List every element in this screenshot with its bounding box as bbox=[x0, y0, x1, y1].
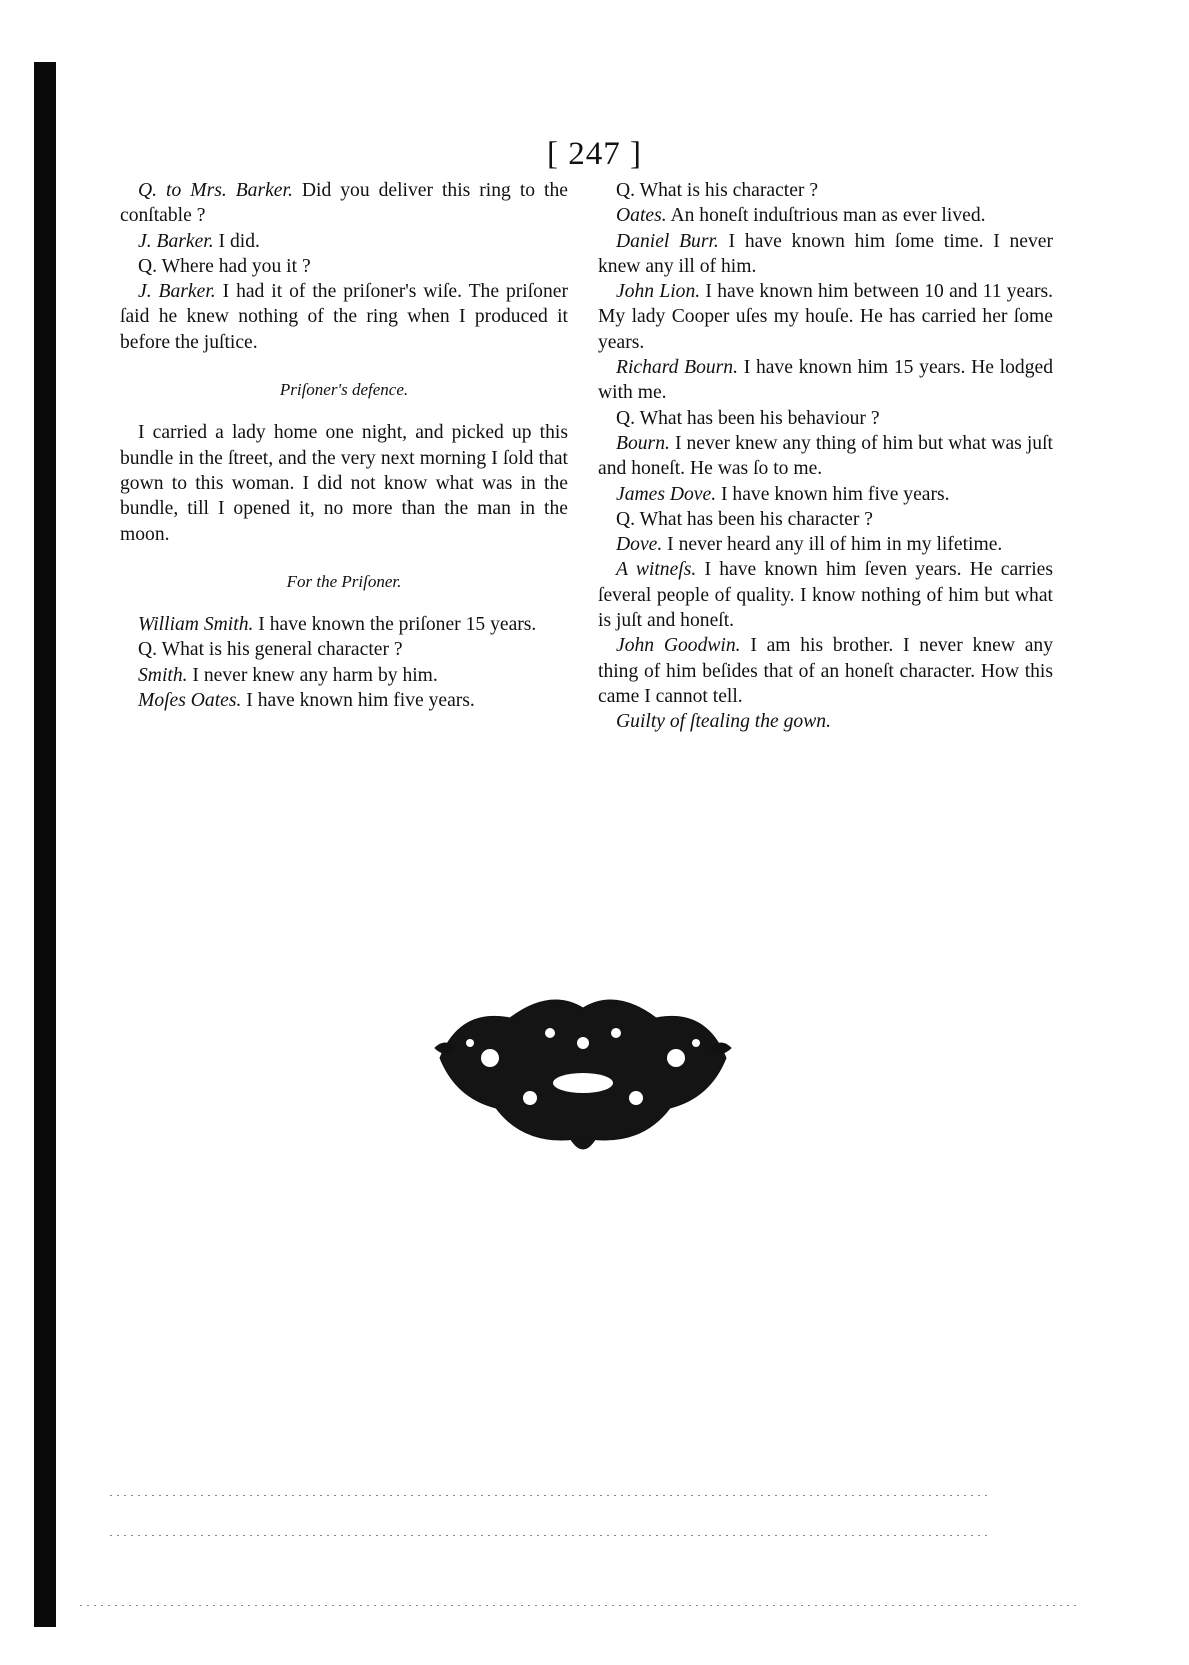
paragraph: John Goodwin. I am his brother. I never knew any thing of him beſides that of an honeſt character. How this came I cannot tell. bbox=[598, 635, 1053, 707]
paragraph: William Smith. I have known the priſoner 15 years. bbox=[138, 614, 537, 636]
floral-tailpiece-ornament-icon bbox=[430, 988, 736, 1160]
paragraph-defence: I carried a lady home one night, and picked up this bundle in the ſtreet, and the very next morning I ſold that gown to this woman. I did not know what was in the bundle, till I opened it, no more than the man in the moon. bbox=[120, 422, 568, 545]
paragraph: Oates. An honeſt induſtrious man as ever lived. bbox=[616, 205, 986, 227]
paragraph: A witneſs. I have known him ſeven years. He carries ſeveral people of quality. I know nothing of him but what is juſt and honeſt. bbox=[598, 559, 1053, 632]
scan-noise bbox=[80, 1605, 1080, 1606]
paragraph: Q. What has been his behaviour ? bbox=[616, 407, 880, 429]
paragraph: Q. Where had you it ? bbox=[138, 255, 311, 277]
paragraph: Dove. I never heard any ill of him in my lifetime. bbox=[616, 534, 1003, 556]
verdict: Guilty of ſtealing the gown. bbox=[616, 711, 831, 733]
page-binding-edge bbox=[34, 62, 56, 1627]
section-heading-for-prisoner: For the Priſoner. bbox=[286, 571, 402, 591]
paragraph: Moſes Oates. I have known him five years. bbox=[138, 690, 475, 712]
paragraph: Q. What is his character ? bbox=[616, 180, 819, 201]
paragraph: Richard Bourn. I have known him 15 years. He lodged with me. bbox=[598, 357, 1053, 404]
paragraph: Smith. I never knew any harm by him. bbox=[138, 664, 438, 686]
paragraph: James Dove. I have known him five years. bbox=[616, 483, 950, 505]
left-column bbox=[120, 178, 568, 713]
paragraph: Q. What is his general character ? bbox=[138, 639, 403, 661]
paragraph: Q. to Mrs. Barker. Did you deliver this ring to the conſtable ? bbox=[120, 180, 568, 227]
page-number: [ 247 ] bbox=[547, 136, 642, 172]
section-heading-defence: Priſoner's defence. bbox=[279, 380, 409, 400]
paragraph: John Lion. I have known him between 10 and 11 years. My lady Cooper uſes my houſe. He has carried her ſome years. bbox=[598, 281, 1053, 353]
paragraph: J. Barker. I had it of the priſoner's wiſe. The priſoner ſaid he knew nothing of the ring when I produced it before the juſtice. bbox=[120, 281, 568, 353]
paragraph: Q. What has been his character ? bbox=[616, 508, 873, 530]
scan-noise bbox=[110, 1535, 990, 1536]
paragraph: Daniel Burr. I have known him ſome time. I never knew any ill of him. bbox=[598, 230, 1053, 277]
scan-noise bbox=[110, 1495, 990, 1496]
paragraph: Bourn. I never knew any thing of him but what was juſt and honeſt. He was ſo to me. bbox=[598, 432, 1053, 480]
right-column bbox=[598, 178, 1053, 735]
paragraph: J. Barker. I did. bbox=[138, 230, 260, 252]
